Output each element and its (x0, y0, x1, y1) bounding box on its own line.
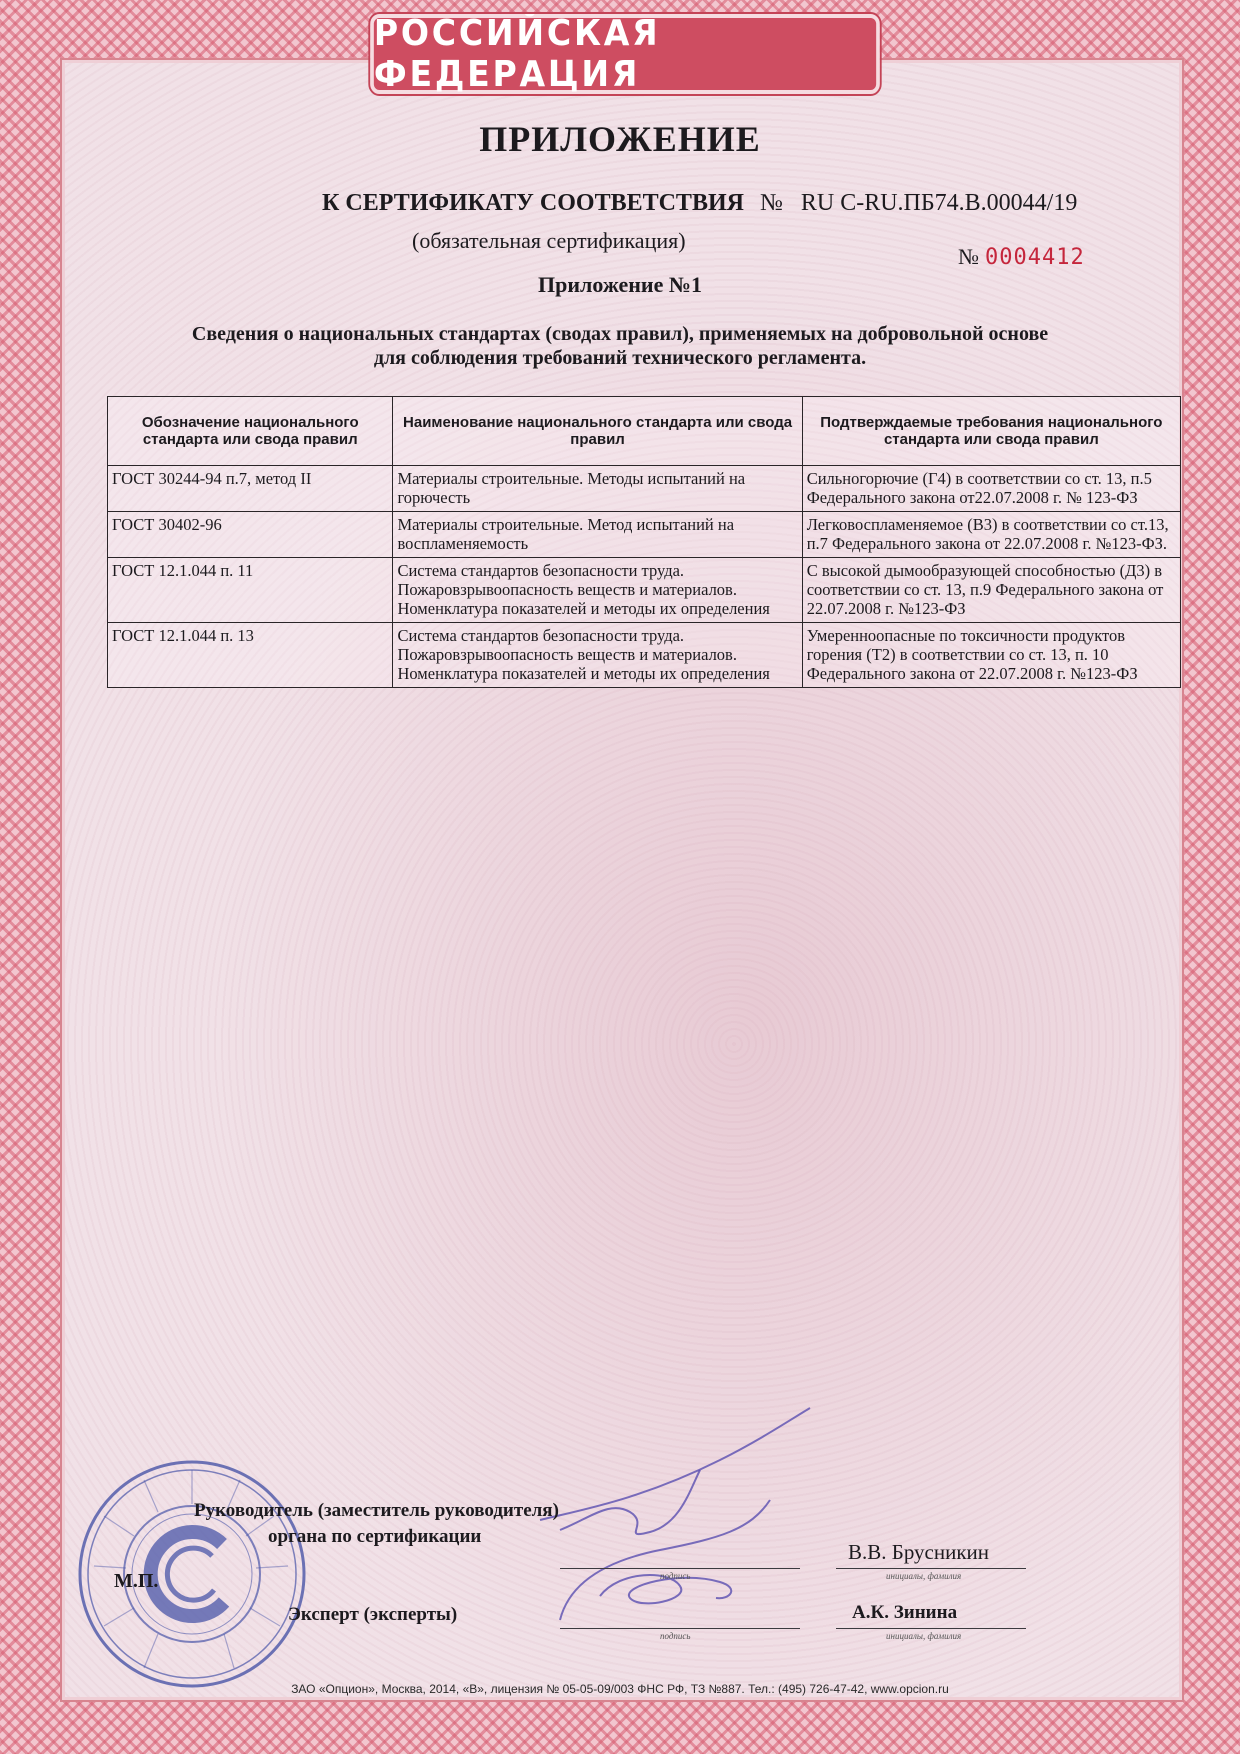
obligatory-note: (обязательная сертификация) (412, 228, 686, 253)
cell-requirement: Сильногорючие (Г4) в соответствии со ст. 13, п.5 Федерального закона от22.07.2008 г. № 123-ФЗ (802, 466, 1180, 512)
cell-designation: ГОСТ 12.1.044 п. 11 (108, 558, 393, 623)
intro-text (90, 322, 1150, 370)
head-name: В.В. Брусникин (848, 1540, 990, 1564)
printer-footer: ЗАО «Опцион», Москва, 2014, «В», лицензия № 05-05-09/003 ФНС РФ, ТЗ №887. Тел.: (495) 726-47-42, www.opcion.ru (291, 1682, 949, 1696)
expert-name-line (836, 1628, 1026, 1629)
header-designation: Обозначение национального стандарта или свода правил (108, 397, 393, 466)
serial-number-sign: № (958, 244, 979, 269)
cell-name: Система стандартов безопасности труда. Пожаровзрывоопасность веществ и материалов. Номенклатура показателей и методы их определения (393, 623, 802, 688)
head-name-caption: инициалы, фамилия (886, 1571, 962, 1581)
head-signature-line (560, 1568, 800, 1569)
appendix-number: Приложение №1 (538, 272, 702, 297)
expert-name-caption: инициалы, фамилия (886, 1631, 962, 1641)
head-name-line (836, 1568, 1026, 1569)
cell-requirement: С высокой дымообразующей способностью (Д3) в соответствии со ст. 13, п.9 Федерального закона от 22.07.2008 г. №123-ФЗ (802, 558, 1180, 623)
table-row (108, 623, 1181, 688)
table-row (108, 558, 1181, 623)
expert-signature-line (560, 1628, 800, 1629)
cell-designation: ГОСТ 30402-96 (108, 512, 393, 558)
cell-designation: ГОСТ 12.1.044 п. 13 (108, 623, 393, 688)
serial-number-block (958, 244, 1085, 270)
header-name: Наименование национального стандарта или свода правил (393, 397, 802, 466)
certificate-line (322, 190, 1077, 217)
table-row (108, 466, 1181, 512)
cell-name: Материалы строительные. Методы испытаний на горючесть (393, 466, 802, 512)
head-role-line-1: Руководитель (заместитель руководителя) (194, 1500, 559, 1521)
standards-table (107, 396, 1181, 688)
certification-seal (74, 1456, 310, 1692)
certificate-label: К СЕРТИФИКАТУ СООТВЕТСТВИЯ (322, 190, 744, 216)
certificate-number: RU C-RU.ПБ74.В.00044/19 (800, 190, 1078, 216)
number-sign: № (759, 190, 783, 216)
table-row (108, 512, 1181, 558)
expert-signature-caption: подпись (660, 1631, 691, 1641)
serial-number: 0004412 (985, 245, 1085, 270)
table-header-row (108, 397, 1181, 466)
seal-place-mark: М.П. (114, 1570, 159, 1592)
intro-line-2: для соблюдения требований технического регламента. (373, 347, 867, 369)
expert-label: Эксперт (эксперты) (288, 1604, 458, 1625)
cell-requirement: Умеренноопасные по токсичности продуктов горения (Т2) в соответствии со ст. 13, п. 10 Федерального закона от 22.07.2008 г. №123-ФЗ (802, 623, 1180, 688)
header-requirement: Подтверждаемые требования национального стандарта или свода правил (802, 397, 1180, 466)
cell-requirement: Легковоспламеняемое (В3) в соответствии со ст.13, п.7 Федерального закона от 22.07.2008 г. №123-ФЗ. (802, 512, 1180, 558)
cell-name: Система стандартов безопасности труда. Пожаровзрывоопасность веществ и материалов. Номенклатура показателей и методы их определения (393, 558, 802, 623)
country-banner: РОССИЙСКАЯ ФЕДЕРАЦИЯ (370, 14, 880, 94)
intro-line-1: Сведения о национальных стандартах (сводах правил), применяемых на добровольной основе (191, 323, 1049, 345)
head-signature-caption: подпись (660, 1571, 691, 1581)
cell-name: Материалы строительные. Метод испытаний на воспламеняемость (393, 512, 802, 558)
cell-designation: ГОСТ 30244-94 п.7, метод II (108, 466, 393, 512)
signature-marks (520, 1400, 820, 1630)
document-title: ПРИЛОЖЕНИЕ (479, 119, 761, 159)
expert-name: А.К. Зинина (852, 1602, 958, 1623)
head-role-line-2: органа по сертификации (268, 1526, 482, 1547)
